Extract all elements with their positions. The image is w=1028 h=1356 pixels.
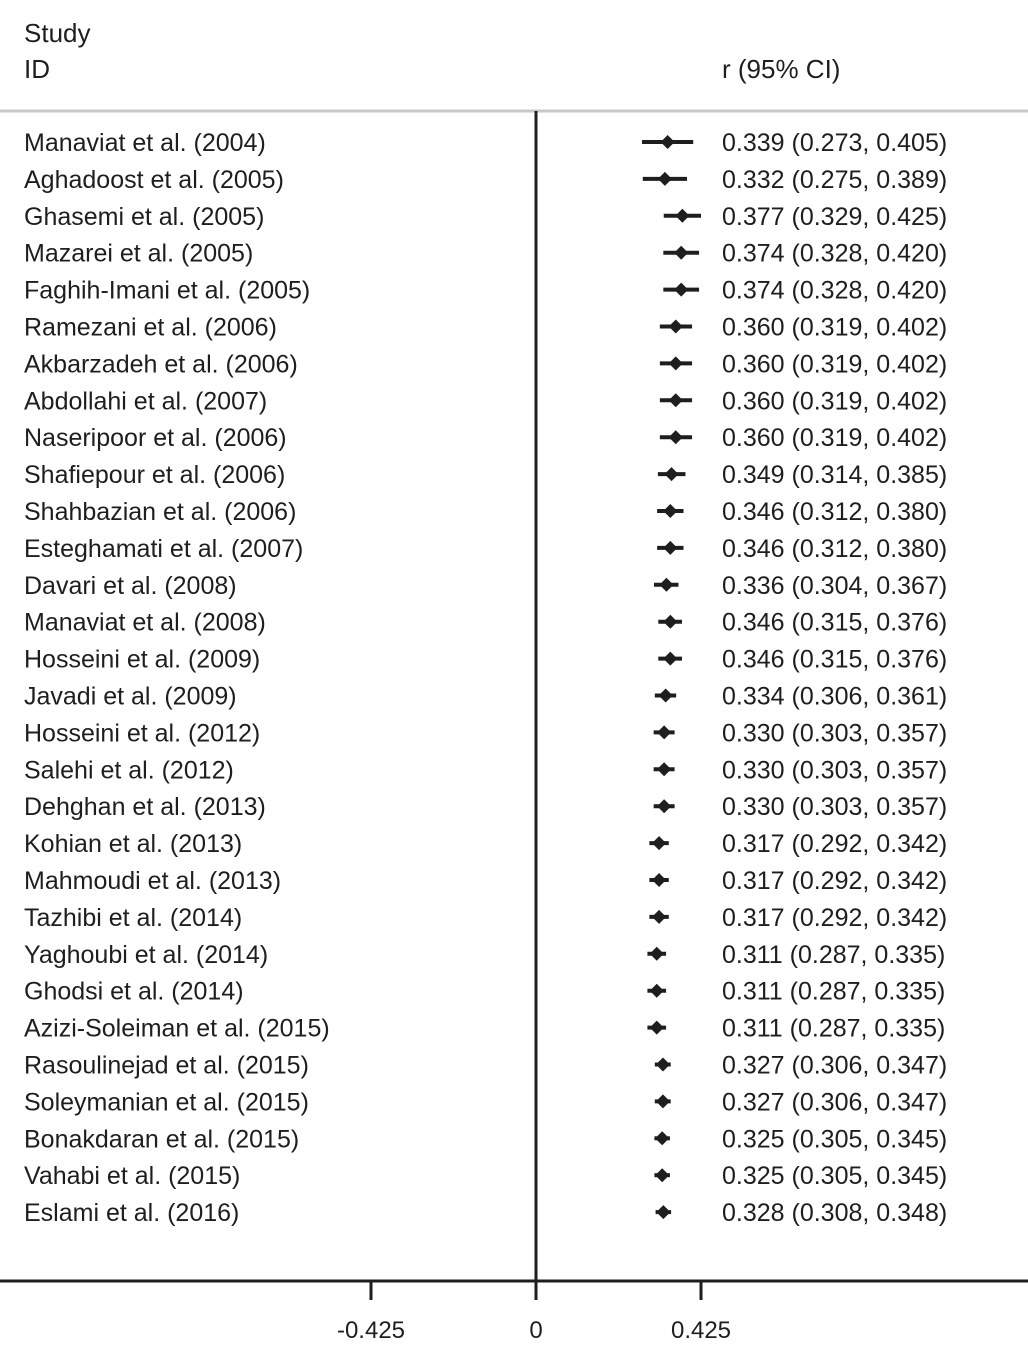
study-row (24, 461, 947, 489)
study-row (24, 867, 947, 895)
point-estimate (657, 762, 671, 776)
study-label: Tazhibi et al. (2014) (24, 903, 243, 932)
point-estimate (652, 910, 666, 924)
point-estimate (659, 689, 673, 703)
study-label: Kohian et al. (2013) (24, 830, 243, 859)
effect-size-text: 0.339 (0.273, 0.405) (722, 129, 948, 157)
point-estimate (663, 541, 677, 555)
effect-size-text: 0.327 (0.306, 0.347) (722, 1051, 948, 1080)
study-label: Manaviat et al. (2004) (24, 129, 266, 157)
study-row (24, 609, 947, 637)
study-row (24, 535, 947, 563)
effect-size-text: 0.360 (0.319, 0.402) (722, 424, 948, 453)
study-label: Bonakdaran et al. (2015) (24, 1125, 300, 1154)
point-estimate (659, 578, 673, 592)
effect-size-text: 0.330 (0.303, 0.357) (722, 793, 948, 822)
study-label: Davari et al. (2008) (24, 571, 237, 600)
x-tick-label: 0.425 (670, 1317, 732, 1344)
study-label: Shahbazian et al. (2006) (24, 498, 297, 526)
x-tick-label: 0 (529, 1317, 543, 1344)
point-estimate (658, 172, 672, 186)
effect-size-text: 0.317 (0.292, 0.342) (722, 867, 948, 895)
study-row (24, 1199, 947, 1227)
study-label: Hosseini et al. (2012) (24, 719, 261, 748)
study-label: Azizi-Soleiman et al. (2015) (24, 1014, 330, 1043)
study-label: Eslami et al. (2016) (24, 1199, 240, 1228)
point-estimate (650, 984, 664, 998)
study-label: Ramezani et al. (2006) (24, 313, 277, 342)
effect-size-text: 0.325 (0.305, 0.345) (722, 1162, 948, 1191)
study-label: Yaghoubi et al. (2014) (24, 940, 269, 969)
study-label: Akbarzadeh et al. (2006) (24, 350, 298, 379)
study-row (24, 1052, 947, 1080)
header-study: Study (24, 18, 91, 48)
point-estimate (674, 283, 688, 297)
study-label: Mahmoudi et al. (2013) (24, 867, 282, 895)
point-estimate (656, 1094, 670, 1108)
study-label: Dehghan et al. (2013) (24, 793, 266, 822)
study-label: Javadi et al. (2009) (24, 682, 237, 711)
study-row (24, 793, 947, 821)
point-estimate (656, 1205, 670, 1219)
effect-size-text: 0.317 (0.292, 0.342) (722, 903, 948, 932)
point-estimate (663, 652, 677, 666)
point-estimate (661, 135, 675, 149)
effect-size-text: 0.377 (0.329, 0.425) (722, 202, 948, 231)
study-label: Mazarei et al. (2005) (24, 239, 254, 268)
study-label: Vahabi et al. (2015) (24, 1162, 241, 1191)
study-row (24, 1162, 947, 1190)
effect-size-text: 0.346 (0.312, 0.380) (722, 534, 948, 563)
effect-size-text: 0.360 (0.319, 0.402) (722, 350, 948, 379)
study-row (24, 756, 947, 784)
study-row (24, 941, 945, 969)
point-estimate (663, 615, 677, 629)
point-estimate (657, 799, 671, 813)
study-label: Naseripoor et al. (2006) (24, 424, 287, 453)
effect-size-text: 0.346 (0.312, 0.380) (722, 498, 948, 526)
effect-size-text: 0.346 (0.315, 0.376) (722, 645, 948, 674)
effect-size-text: 0.311 (0.287, 0.335) (722, 1014, 946, 1043)
point-estimate (669, 393, 683, 407)
point-estimate (675, 209, 689, 223)
study-row (24, 978, 945, 1006)
study-row (24, 1015, 945, 1043)
point-estimate (669, 356, 683, 370)
effect-size-text: 0.349 (0.314, 0.385) (722, 461, 948, 490)
study-label: Esteghamati et al. (2007) (24, 534, 304, 563)
study-row (24, 350, 947, 378)
study-label: Hosseini et al. (2009) (24, 645, 261, 674)
header-effect: r (95% CI) (722, 54, 841, 84)
study-row (24, 387, 947, 415)
point-estimate (652, 873, 666, 887)
study-row (24, 240, 947, 268)
effect-size-text: 0.311 (0.287, 0.335) (722, 940, 946, 969)
point-estimate (663, 504, 677, 518)
effect-size-text: 0.346 (0.315, 0.376) (722, 608, 948, 637)
study-row (24, 314, 947, 342)
study-row (24, 719, 947, 747)
effect-size-text: 0.317 (0.292, 0.342) (722, 830, 948, 859)
effect-size-text: 0.332 (0.275, 0.389) (722, 165, 948, 194)
effect-size-text: 0.374 (0.328, 0.420) (722, 239, 948, 268)
study-row (24, 683, 947, 711)
study-row (24, 129, 947, 157)
point-estimate (650, 947, 664, 961)
study-row (24, 203, 947, 231)
point-estimate (655, 1168, 669, 1182)
study-label: Manaviat et al. (2008) (24, 608, 266, 637)
point-estimate (650, 1021, 664, 1035)
study-row (24, 1088, 947, 1116)
effect-size-text: 0.374 (0.328, 0.420) (722, 276, 948, 305)
point-estimate (669, 320, 683, 334)
point-estimate (656, 1058, 670, 1072)
study-label: Rasoulinejad et al. (2015) (24, 1051, 309, 1080)
point-estimate (657, 725, 671, 739)
study-label: Salehi et al. (2012) (24, 756, 234, 785)
effect-size-text: 0.360 (0.319, 0.402) (722, 313, 948, 342)
study-row (24, 498, 947, 526)
point-estimate (664, 467, 678, 481)
study-label: Abdollahi et al. (2007) (24, 387, 268, 416)
x-tick-label: -0.425 (336, 1317, 406, 1344)
effect-size-text: 0.360 (0.319, 0.402) (722, 387, 948, 416)
study-row (24, 166, 947, 194)
effect-size-text: 0.334 (0.306, 0.361) (722, 682, 948, 711)
study-row (24, 277, 947, 305)
study-label: Shafiepour et al. (2006) (24, 461, 286, 490)
study-row (24, 830, 947, 858)
point-estimate (652, 836, 666, 850)
study-label: Soleymanian et al. (2015) (24, 1088, 309, 1117)
study-label: Ghodsi et al. (2014) (24, 977, 244, 1006)
effect-size-text: 0.325 (0.305, 0.345) (722, 1125, 948, 1154)
study-row (24, 904, 947, 932)
study-row (24, 572, 947, 600)
point-estimate (674, 246, 688, 260)
point-estimate (655, 1131, 669, 1145)
effect-size-text: 0.330 (0.303, 0.357) (722, 719, 948, 748)
effect-size-text: 0.327 (0.306, 0.347) (722, 1088, 948, 1117)
study-row (24, 646, 947, 674)
study-label: Aghadoost et al. (2005) (24, 165, 284, 194)
header-id: ID (24, 54, 50, 84)
study-label: Ghasemi et al. (2005) (24, 202, 265, 231)
effect-size-text: 0.328 (0.308, 0.348) (722, 1199, 948, 1228)
point-estimate (669, 430, 683, 444)
effect-size-text: 0.330 (0.303, 0.357) (722, 756, 948, 785)
effect-size-text: 0.336 (0.304, 0.367) (722, 571, 948, 600)
effect-size-text: 0.311 (0.287, 0.335) (722, 977, 946, 1006)
study-row (24, 1125, 947, 1153)
study-row (24, 424, 947, 452)
study-label: Faghih-Imani et al. (2005) (24, 276, 311, 305)
